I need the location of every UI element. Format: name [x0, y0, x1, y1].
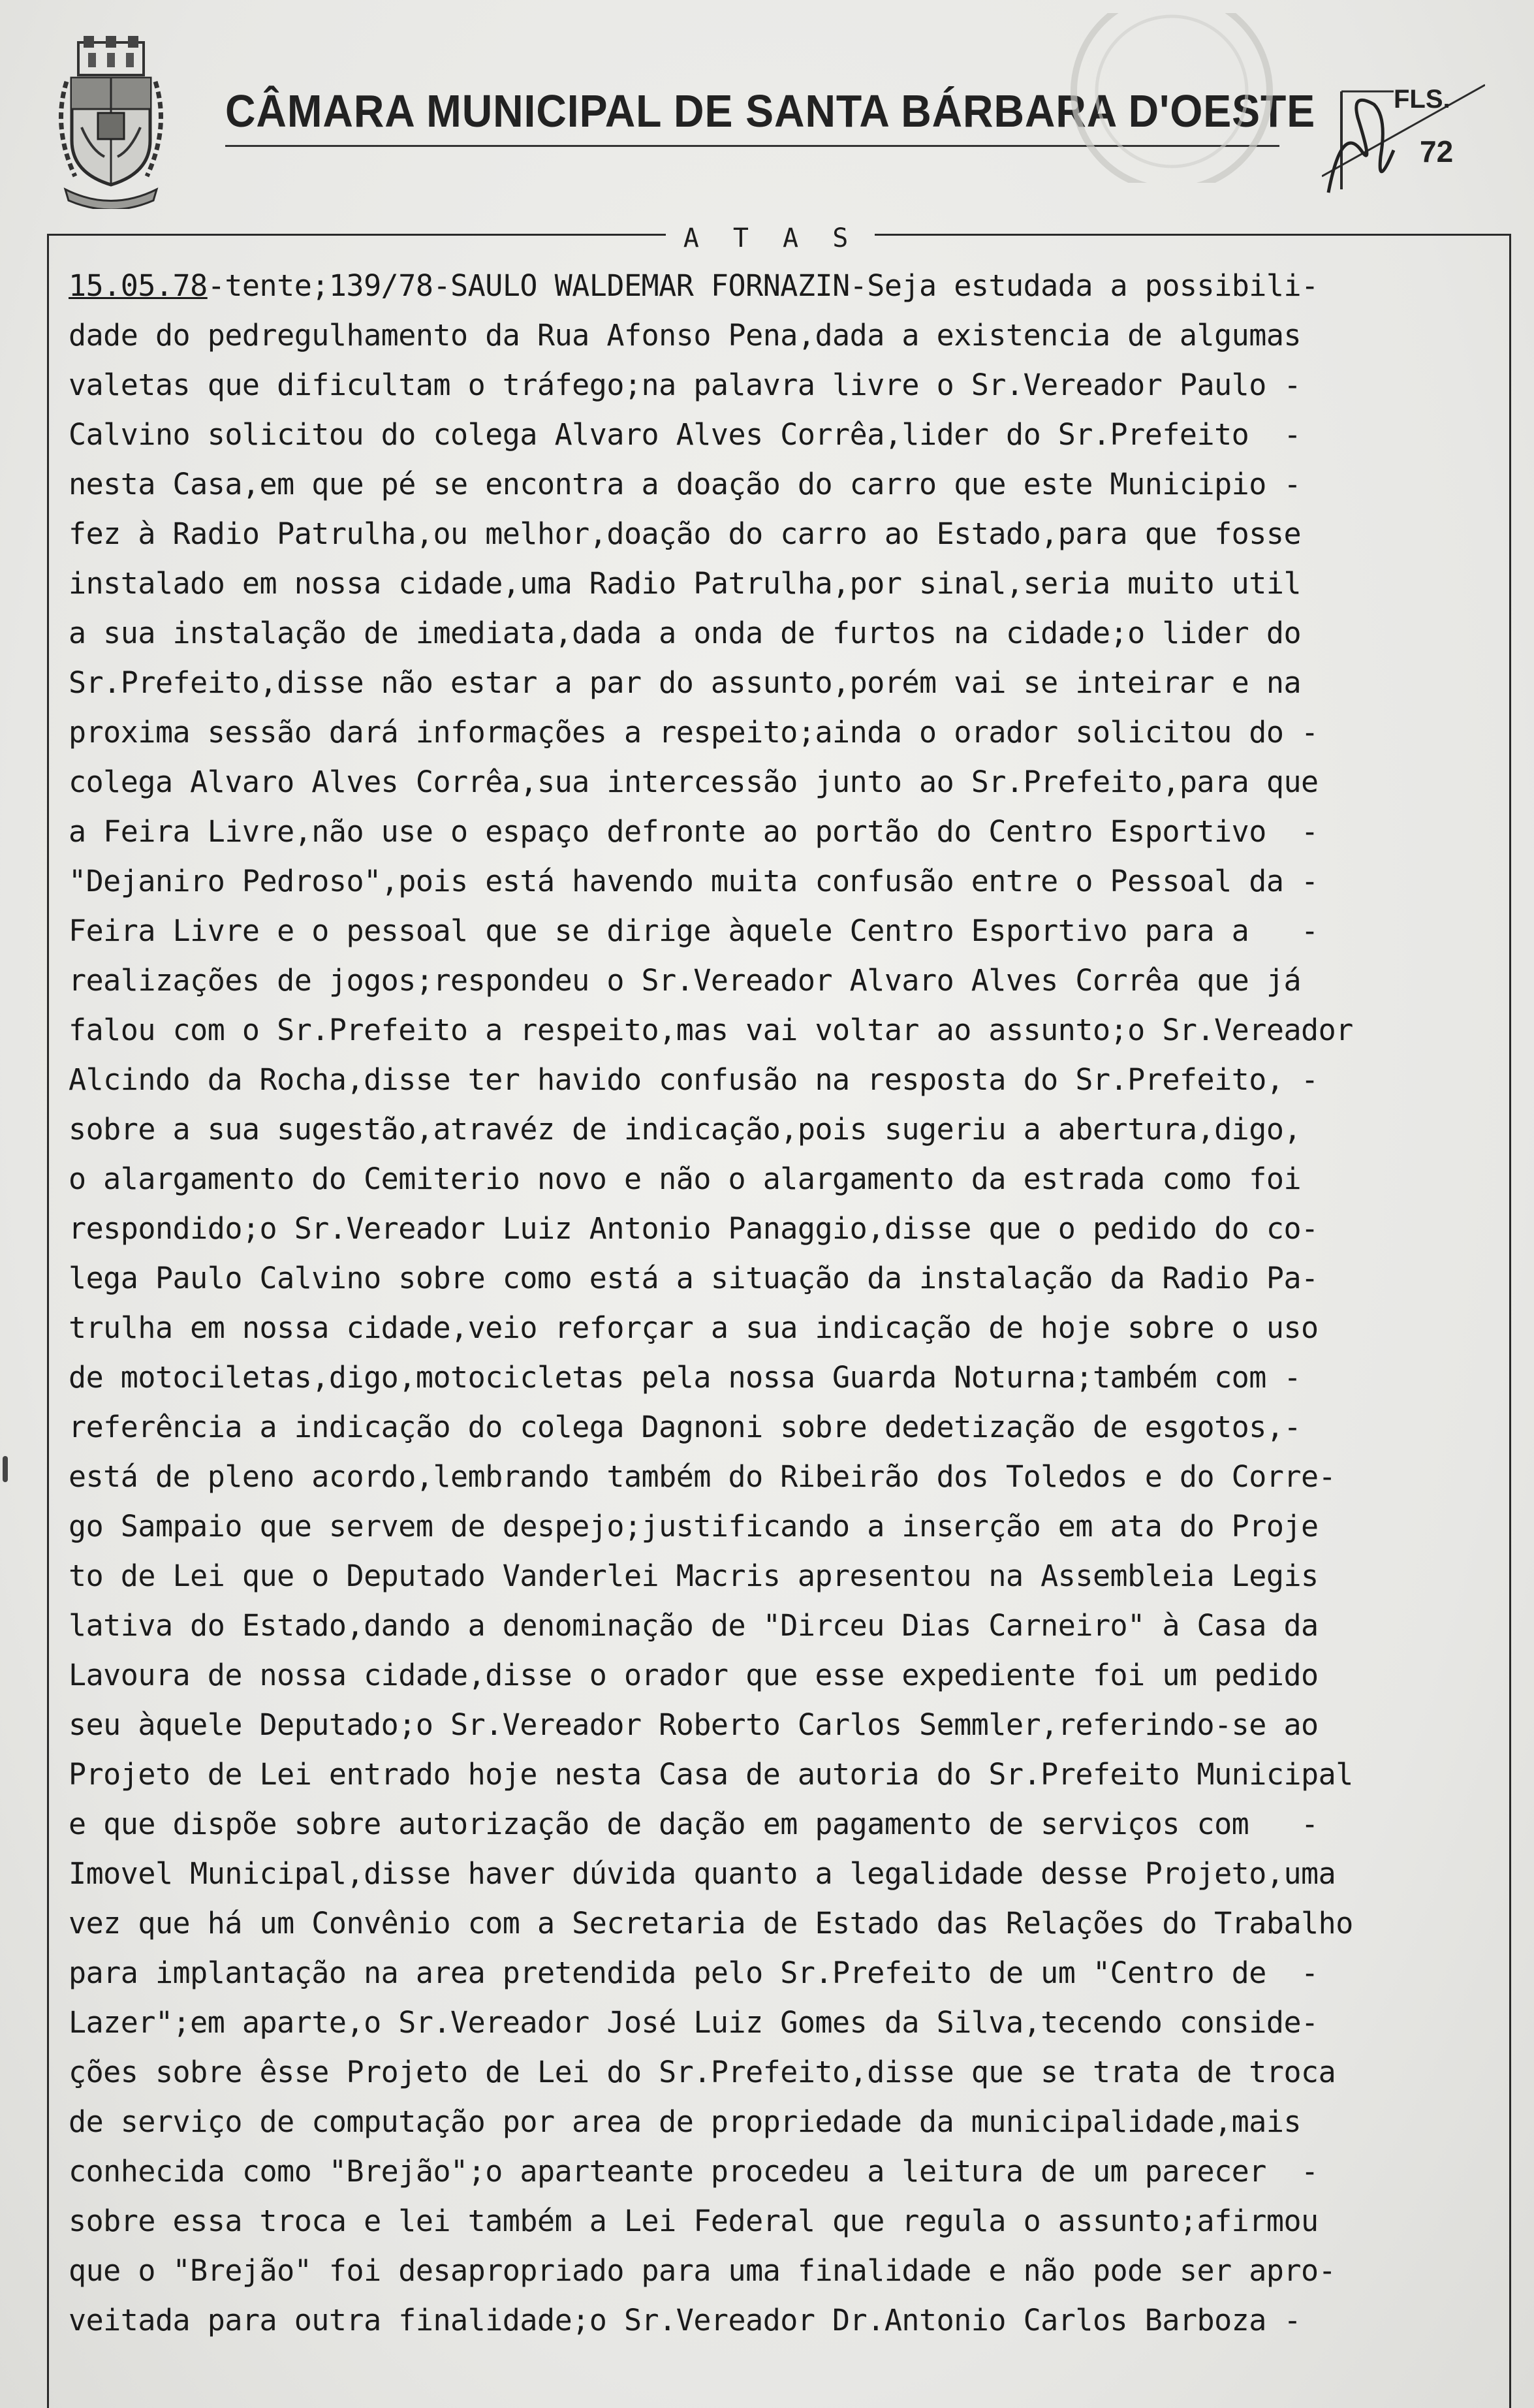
text-line: nesta Casa,em que pé se encontra a doação do carro que este Municipio - [69, 467, 1302, 501]
frame-top-rule-left [47, 234, 666, 236]
text-line: dade do pedregulhamento da Rua Afonso Pena,dada a existencia de algumas [69, 318, 1302, 353]
municipal-coat-of-arms-icon [52, 36, 170, 209]
text-line: lativa do Estado,dando a denominação de "Dirceu Dias Carneiro" à Casa da [69, 1608, 1319, 1643]
text-line: colega Alvaro Alves Corrêa,sua intercessão junto ao Sr.Prefeito,para que [69, 765, 1319, 799]
text-line: que o "Brejão" foi desapropriado para uma finalidade e não pode ser apro- [69, 2253, 1336, 2288]
text-line: Alcindo da Rocha,disse ter havido confusão na resposta do Sr.Prefeito, - [69, 1062, 1319, 1097]
frame-left-rule [47, 234, 49, 2408]
session-date: 15.05.78 [69, 268, 208, 303]
text-line: Sr.Prefeito,disse não estar a par do assunto,porém vai se inteirar e na [69, 665, 1302, 700]
folio-label: FLS. [1394, 85, 1450, 114]
section-title-atas: A T A S [683, 223, 858, 253]
text-line: "Dejaniro Pedroso",pois está havendo muita confusão entre o Pessoal da - [69, 864, 1319, 898]
text-line: vez que há um Convênio com a Secretaria de Estado das Relações do Trabalho [69, 1906, 1353, 1941]
faded-round-stamp-icon [1031, 13, 1312, 183]
text-line: trulha em nossa cidade,veio reforçar a sua indicação de hoje sobre o uso [69, 1310, 1319, 1345]
text-line: ções sobre êsse Projeto de Lei do Sr.Prefeito,disse que se trata de troca [69, 2055, 1336, 2089]
text-line: Lavoura de nossa cidade,disse o orador que esse expediente foi um pedido [69, 1658, 1319, 1692]
text-line: Calvino solicitou do colega Alvaro Alves Corrêa,lider do Sr.Prefeito - [69, 417, 1302, 452]
text-line: Projeto de Lei entrado hoje nesta Casa de autoria do Sr.Prefeito Municipal [69, 1757, 1353, 1792]
text-line: e que dispõe sobre autorização de dação em pagamento de serviços com - [69, 1807, 1319, 1841]
text-line: está de pleno acordo,lembrando também do Ribeirão dos Toledos e do Corre- [69, 1459, 1336, 1494]
text-line: falou com o Sr.Prefeito a respeito,mas vai voltar ao assunto;o Sr.Vereador [69, 1013, 1353, 1047]
text-line: sobre a sua sugestão,atravéz de indicação,pois sugeriu a abertura,digo, [69, 1112, 1302, 1147]
text-line: valetas que dificultam o tráfego;na palavra livre o Sr.Vereador Paulo - [69, 368, 1302, 402]
text-line: fez à Radio Patrulha,ou melhor,doação do carro ao Estado,para que fosse [69, 516, 1302, 551]
folio-number: 72 [1420, 135, 1454, 168]
text-line: o alargamento do Cemiterio novo e não o alargamento da estrada como foi [69, 1162, 1302, 1196]
text-line: Imovel Municipal,disse haver dúvida quanto a legalidade desse Projeto,uma [69, 1856, 1336, 1891]
handwritten-signature-icon [1328, 100, 1394, 193]
binding-hole-mark [3, 1456, 8, 1482]
text-line: seu àquele Deputado;o Sr.Vereador Roberto Carlos Semmler,referindo-se ao [69, 1707, 1319, 1742]
frame-right-rule [1509, 234, 1511, 2408]
text-line: to de Lei que o Deputado Vanderlei Macris apresentou na Assembleia Legis [69, 1559, 1319, 1593]
text-line: a Feira Livre,não use o espaço defronte ao portão do Centro Esportivo - [69, 814, 1319, 849]
text-line: realizações de jogos;respondeu o Sr.Vereador Alvaro Alves Corrêa que já [69, 963, 1302, 998]
text-line: instalado em nossa cidade,uma Radio Patrulha,por sinal,seria muito util [69, 566, 1302, 601]
text-line: respondido;o Sr.Vereador Luiz Antonio Panaggio,disse que o pedido do co- [69, 1211, 1319, 1246]
text-line: conhecida como "Brejão";o aparteante procedeu a leitura de um parecer - [69, 2154, 1319, 2189]
text-line: de motociletas,digo,motocicletas pela nossa Guarda Noturna;também com - [69, 1360, 1302, 1395]
text-line: de serviço de computação por area de propriedade da municipalidade,mais [69, 2104, 1302, 2139]
text-line: go Sampaio que servem de despejo;justificando a inserção em ata do Proje [69, 1509, 1319, 1544]
text-line: 15.05.78-tente;139/78-SAULO WALDEMAR FORNAZIN-Seja estudada a possibili- [69, 268, 1319, 303]
chamber-title: CÂMARA MUNICIPAL DE SANTA BÁRBARA D'OESTE [225, 86, 1316, 136]
text-line: proxima sessão dará informações a respeito;ainda o orador solicitou do - [69, 715, 1319, 750]
text-line: para implantação na area pretendida pelo Sr.Prefeito de um "Centro de - [69, 1956, 1319, 1990]
frame-top-rule-right [875, 234, 1511, 236]
text-line: Feira Livre e o pessoal que se dirige àquele Centro Esportivo para a - [69, 913, 1319, 948]
text-line: Lazer";em aparte,o Sr.Vereador José Luiz Gomes da Silva,tecendo conside- [69, 2005, 1319, 2040]
text-line: lega Paulo Calvino sobre como está a situação da instalação da Radio Pa- [69, 1261, 1319, 1295]
text-line: sobre essa troca e lei também a Lei Federal que regula o assunto;afirmou [69, 2204, 1319, 2238]
text-line: a sua instalação de imediata,dada a onda de furtos na cidade;o lider do [69, 616, 1302, 650]
text-line: veitada para outra finalidade;o Sr.Vereador Dr.Antonio Carlos Barboza - [69, 2303, 1302, 2337]
text-line: referência a indicação do colega Dagnoni sobre dedetização de esgotos,- [69, 1410, 1302, 1444]
